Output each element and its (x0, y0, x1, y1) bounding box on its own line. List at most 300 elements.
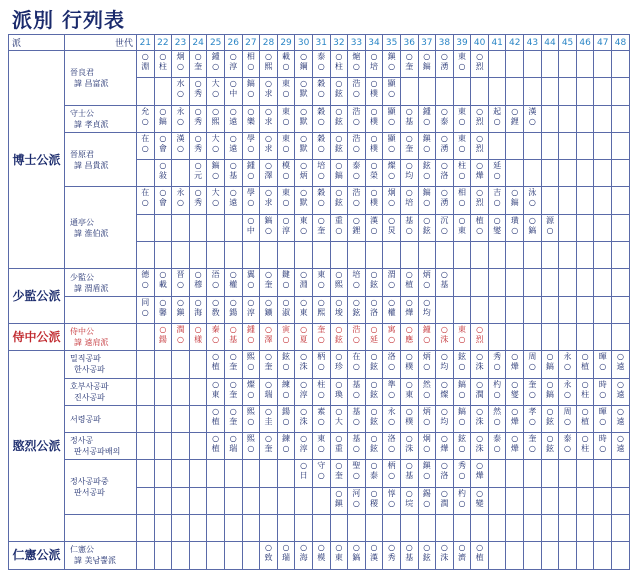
generation-cell (541, 433, 559, 460)
generation-cell (524, 487, 542, 514)
generation-cell (330, 132, 348, 159)
generation-glyph: ○ (352, 198, 360, 208)
generation-glyph: 鎬 (264, 215, 273, 225)
generation-cell (137, 542, 155, 569)
generation-glyph: ○ (282, 116, 290, 126)
generation-number: 25 (207, 35, 225, 51)
generation-glyph: 海 (194, 307, 203, 317)
generation-glyph: 穀 (317, 106, 326, 116)
generation-cell (559, 460, 577, 487)
generation-glyph: ○ (546, 352, 554, 362)
generation-glyph: ○ (476, 324, 484, 334)
generation-glyph: 鍾 (422, 106, 431, 116)
generation-glyph: ○ (300, 79, 308, 89)
generation-glyph: ○ (159, 324, 167, 334)
table-row (9, 105, 630, 132)
generation-glyph: 權 (387, 307, 396, 317)
generation-glyph: 寓 (387, 324, 396, 334)
generation-cell (541, 160, 559, 187)
generation-glyph: ○ (511, 352, 519, 362)
generation-glyph: 秀 (493, 352, 502, 362)
generation-glyph: 洙 (440, 334, 449, 344)
generation-cell (207, 242, 225, 269)
generation-cell (594, 51, 612, 78)
generation-cell (312, 433, 330, 460)
generation-cell (348, 296, 366, 323)
generation-cell (348, 214, 366, 241)
generation-glyph: 柄 (387, 461, 396, 471)
generation-glyph: ○ (388, 444, 396, 454)
generation-glyph: 樸 (370, 89, 379, 99)
generation-glyph: ○ (388, 280, 396, 290)
generation-cell (172, 78, 190, 105)
generation-cell (224, 160, 242, 187)
generation-glyph: 鎬 (211, 161, 220, 171)
generation-glyph: 鎬 (457, 379, 466, 389)
branch-label (65, 187, 137, 269)
generation-cell (154, 405, 172, 432)
generation-cell (383, 405, 401, 432)
generation-cell (506, 214, 524, 241)
generation-cell (365, 105, 383, 132)
generation-cell (559, 542, 577, 569)
generation-glyph: 熙 (246, 406, 255, 416)
generation-cell (172, 323, 190, 350)
generation-glyph: 求 (264, 116, 273, 126)
generation-glyph: ○ (617, 434, 624, 444)
generation-cell (418, 187, 436, 214)
generation-cell (541, 378, 559, 405)
generation-cell (224, 51, 242, 78)
generation-cell (541, 542, 559, 569)
generation-glyph: ○ (423, 171, 431, 181)
generation-cell (488, 323, 506, 350)
generation-glyph: ○ (229, 161, 237, 171)
generation-cell (295, 242, 313, 269)
generation-glyph: 惇 (387, 488, 396, 498)
generation-cell (242, 487, 260, 514)
generation-glyph: ○ (405, 52, 413, 61)
generation-glyph: ○ (458, 62, 466, 71)
generation-glyph: ○ (352, 389, 360, 399)
generation-cell (400, 242, 418, 269)
generation-glyph: ○ (212, 434, 220, 444)
branch-label-line: 晉原君 (70, 149, 94, 159)
generation-cell (260, 214, 278, 241)
generation-cell (189, 132, 207, 159)
generation-glyph: 穆 (194, 280, 203, 290)
generation-glyph: ○ (159, 270, 167, 280)
generation-glyph: 敍 (158, 171, 167, 181)
generation-cell (524, 542, 542, 569)
generation-glyph: ○ (176, 198, 184, 208)
generation-glyph: ○ (476, 461, 484, 471)
generation-cell (400, 487, 418, 514)
generation-cell (277, 187, 295, 214)
generation-glyph: ○ (282, 143, 290, 153)
generation-glyph: ○ (528, 444, 536, 454)
generation-cell (594, 351, 612, 378)
generation-cell (436, 132, 454, 159)
generation-cell (189, 487, 207, 514)
generation-glyph: ○ (388, 334, 396, 344)
generation-glyph: 炅 (387, 225, 396, 235)
generation-glyph: 求 (264, 143, 273, 153)
generation-cell (436, 351, 454, 378)
generation-glyph: 鉉 (352, 307, 361, 317)
generation-glyph: 鉉 (334, 143, 343, 153)
generation-cell (154, 51, 172, 78)
generation-glyph: ○ (440, 225, 448, 235)
generation-glyph: ○ (229, 297, 237, 307)
generation-glyph: ○ (476, 434, 484, 444)
generation-cell (207, 487, 225, 514)
branch-label-line: 판서공파 (74, 488, 105, 498)
generation-glyph: 基 (405, 215, 414, 225)
generation-glyph: ○ (388, 297, 396, 307)
generation-cell (488, 187, 506, 214)
generation-number: 35 (383, 35, 401, 51)
branch-label (65, 269, 137, 296)
generation-cell (260, 487, 278, 514)
generation-glyph: ○ (317, 416, 325, 426)
generation-glyph: ○ (423, 52, 431, 61)
generation-cell (348, 378, 366, 405)
generation-glyph: ○ (317, 198, 325, 208)
generation-glyph: 鉉 (334, 116, 343, 126)
generation-cell (436, 515, 454, 542)
generation-cell (594, 132, 612, 159)
generation-cell (506, 51, 524, 78)
generation-glyph: 敎 (211, 307, 220, 317)
generation-glyph: ○ (564, 444, 572, 454)
generation-glyph: 洛 (387, 434, 396, 444)
generation-glyph: ○ (212, 171, 220, 181)
generation-cell (242, 433, 260, 460)
generation-cell (312, 214, 330, 241)
generation-glyph: 重 (334, 444, 343, 454)
generation-glyph: ○ (388, 62, 396, 71)
generation-glyph: ○ (352, 89, 360, 99)
generation-cell (172, 51, 190, 78)
generation-cell (242, 132, 260, 159)
generation-cell (295, 187, 313, 214)
generation-cell (471, 460, 489, 487)
generation-cell (295, 323, 313, 350)
generation-cell (612, 51, 630, 78)
generation-glyph: ○ (335, 52, 343, 61)
generation-cell (576, 433, 594, 460)
generation-cell (312, 323, 330, 350)
generation-glyph: 奎 (334, 471, 343, 481)
generation-glyph: ○ (476, 225, 484, 235)
generation-glyph: ○ (388, 215, 396, 225)
generation-glyph: 樣 (194, 334, 203, 344)
generation-cell (224, 214, 242, 241)
generation-glyph: 洛 (370, 307, 379, 317)
generation-cell (594, 460, 612, 487)
generation-number: 30 (295, 35, 313, 51)
generation-cell (277, 160, 295, 187)
generation-cell (524, 405, 542, 432)
generation-glyph: 植 (211, 444, 220, 454)
generation-glyph: 淵 (141, 62, 150, 71)
generation-cell (436, 187, 454, 214)
generation-glyph: 柱 (581, 389, 590, 399)
generation-cell (400, 132, 418, 159)
generation-glyph: ○ (458, 215, 466, 225)
generation-cell (506, 105, 524, 132)
generation-cell (330, 214, 348, 241)
generation-cell (348, 187, 366, 214)
generation-cell (207, 542, 225, 569)
generation-cell (488, 296, 506, 323)
generation-cell (541, 405, 559, 432)
branch-label-line: 仁憲公 (70, 545, 94, 555)
generation-glyph: ○ (194, 324, 202, 334)
generation-glyph: 奎 (264, 444, 273, 454)
generation-glyph: 同 (141, 297, 150, 307)
generation-cell (295, 132, 313, 159)
branch-label (65, 405, 137, 432)
generation-cell (541, 323, 559, 350)
generation-glyph: ○ (388, 198, 396, 208)
generation-cell (224, 78, 242, 105)
generation-glyph: 錫 (422, 488, 431, 498)
generation-cell (348, 323, 366, 350)
generation-cell (418, 515, 436, 542)
generation-cell (576, 515, 594, 542)
generation-cell (541, 460, 559, 487)
generation-cell (207, 214, 225, 241)
generation-glyph: 素 (317, 406, 326, 416)
generation-cell (348, 105, 366, 132)
generation-cell (506, 542, 524, 569)
generation-cell (189, 296, 207, 323)
generation-glyph: ○ (264, 543, 272, 553)
generation-glyph: 洙 (299, 362, 308, 372)
generation-cell (594, 105, 612, 132)
generation-glyph: 洙 (475, 416, 484, 426)
faction-label: 仁憲公派 (9, 542, 65, 569)
generation-number: 43 (524, 35, 542, 51)
generation-cell (418, 487, 436, 514)
generation-cell (541, 214, 559, 241)
generation-cell (594, 433, 612, 460)
generation-glyph: ○ (528, 215, 536, 225)
generation-cell (189, 433, 207, 460)
generation-cell (154, 187, 172, 214)
generation-glyph: ○ (352, 362, 360, 372)
generation-cell (295, 105, 313, 132)
generation-cell (277, 351, 295, 378)
generation-cell (488, 242, 506, 269)
generation-glyph: 泰 (317, 52, 326, 61)
generation-glyph: ○ (212, 143, 220, 153)
generation-glyph: 默 (299, 116, 308, 126)
generation-glyph: ○ (528, 198, 536, 208)
generation-cell (154, 487, 172, 514)
generation-cell (576, 132, 594, 159)
generation-cell (383, 487, 401, 514)
generation-cell (612, 296, 630, 323)
table-row (9, 51, 630, 78)
generation-cell (189, 269, 207, 296)
generation-cell (400, 405, 418, 432)
generation-cell (330, 269, 348, 296)
generation-glyph: ○ (212, 406, 220, 416)
generation-cell (137, 351, 155, 378)
generation-glyph: ○ (264, 379, 272, 389)
branch-label-line: 諱 昌貴派 (74, 160, 109, 170)
generation-cell (277, 323, 295, 350)
generation-glyph: 熙 (264, 62, 273, 71)
generation-cell (260, 460, 278, 487)
generation-cell (137, 160, 155, 187)
generation-glyph: 熙 (246, 352, 255, 362)
generation-glyph: ○ (282, 297, 290, 307)
generation-glyph: 載 (158, 280, 167, 290)
generation-cell (260, 269, 278, 296)
generation-cell (418, 132, 436, 159)
generation-glyph: ○ (247, 143, 255, 153)
generation-glyph: 奎 (405, 62, 414, 71)
generation-cell (330, 542, 348, 569)
generation-cell (541, 78, 559, 105)
generation-cell (594, 214, 612, 241)
generation-glyph: ○ (423, 389, 431, 399)
generation-glyph: ○ (423, 116, 431, 126)
generation-cell (383, 214, 401, 241)
generation-number: 24 (189, 35, 207, 51)
generation-cell (365, 460, 383, 487)
generation-glyph: ○ (264, 297, 272, 307)
generation-cell (242, 187, 260, 214)
generation-cell (277, 405, 295, 432)
generation-cell (453, 515, 471, 542)
generation-glyph: 燦 (440, 389, 449, 399)
table-row (9, 269, 630, 296)
generation-glyph: 樸 (370, 143, 379, 153)
generation-cell (612, 433, 630, 460)
generation-cell (312, 542, 330, 569)
generation-cell (172, 351, 190, 378)
generation-glyph: ○ (370, 324, 378, 334)
generation-cell (312, 296, 330, 323)
generation-glyph: 鉉 (282, 352, 291, 362)
generation-cell (612, 460, 630, 487)
generation-glyph: 永 (387, 406, 396, 416)
generation-glyph: ○ (335, 543, 343, 553)
branch-label-line: 諱 淮伯派 (74, 228, 109, 238)
generation-glyph: 模 (317, 553, 326, 563)
generation-glyph: 烈 (475, 62, 484, 71)
generation-glyph: ○ (405, 297, 413, 307)
generation-glyph: 樸 (405, 362, 414, 372)
generation-glyph: ○ (317, 89, 325, 99)
generation-cell (172, 433, 190, 460)
generation-glyph: 基 (405, 553, 414, 563)
generation-cell (488, 105, 506, 132)
generation-cell (436, 105, 454, 132)
generation-glyph: 永 (176, 106, 185, 116)
generation-glyph: 遠 (616, 362, 625, 372)
generation-cell (576, 378, 594, 405)
generation-glyph: ○ (335, 79, 343, 89)
generation-glyph: 柱 (158, 62, 167, 71)
generation-cell (172, 460, 190, 487)
generation-number: 23 (172, 35, 190, 51)
generation-cell (207, 132, 225, 159)
generation-cell (277, 515, 295, 542)
generation-glyph: 源 (545, 215, 554, 225)
generation-glyph: 夏 (299, 334, 308, 344)
generation-glyph: ○ (370, 297, 378, 307)
generation-glyph: ○ (352, 297, 360, 307)
generation-glyph: ○ (440, 270, 448, 280)
generation-glyph: 東 (282, 79, 291, 89)
generation-glyph: ○ (247, 334, 255, 344)
generation-cell (383, 323, 401, 350)
generation-cell (559, 214, 577, 241)
generation-glyph: ○ (264, 352, 272, 362)
generation-glyph: ○ (264, 79, 272, 89)
generation-cell (383, 433, 401, 460)
generation-cell (172, 242, 190, 269)
table-row (9, 515, 630, 542)
generation-cell (137, 132, 155, 159)
generation-cell (453, 460, 471, 487)
table-row (9, 187, 630, 214)
generation-cell (312, 78, 330, 105)
generation-cell (137, 378, 155, 405)
generation-glyph: 起 (493, 106, 502, 116)
generation-glyph: ○ (581, 434, 589, 444)
generation-glyph: 練 (282, 379, 291, 389)
generation-cell (383, 542, 401, 569)
generation-glyph: 中 (229, 89, 238, 99)
generation-number: 42 (506, 35, 524, 51)
generation-glyph: ○ (335, 270, 343, 280)
generation-cell (383, 351, 401, 378)
generation-cell (418, 214, 436, 241)
generation-glyph: 杓 (457, 488, 466, 498)
generation-glyph: ○ (264, 133, 272, 143)
generation-cell (506, 160, 524, 187)
generation-cell (365, 405, 383, 432)
generation-glyph: 柄 (317, 352, 326, 362)
generation-cell (506, 187, 524, 214)
generation-cell (471, 378, 489, 405)
generation-glyph: 默 (299, 143, 308, 153)
generation-glyph: ○ (493, 198, 501, 208)
generation-number: 47 (594, 35, 612, 51)
generation-glyph: ○ (317, 444, 325, 454)
generation-glyph: ○ (317, 362, 325, 372)
generation-glyph: ○ (176, 89, 184, 99)
generation-glyph: ○ (247, 215, 255, 225)
generation-glyph: ○ (476, 188, 484, 198)
generation-glyph: 潤 (176, 324, 185, 334)
generation-glyph: ○ (405, 379, 413, 389)
generation-glyph: ○ (546, 225, 554, 235)
generation-cell (260, 187, 278, 214)
generation-glyph: ○ (159, 52, 167, 61)
generation-cell (453, 296, 471, 323)
generation-cell (312, 487, 330, 514)
generation-glyph: ○ (370, 161, 378, 171)
generation-glyph: 奎 (528, 434, 537, 444)
